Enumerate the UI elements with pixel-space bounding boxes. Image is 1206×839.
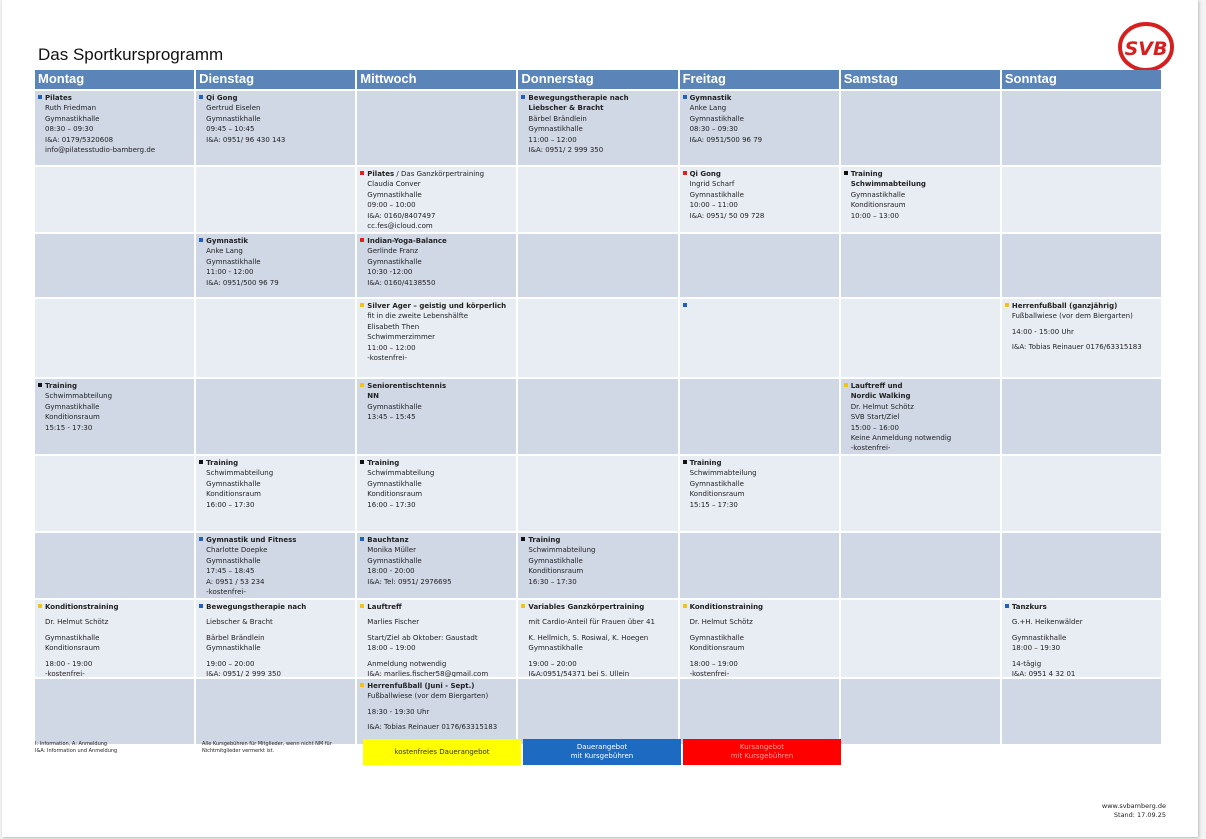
course-title xyxy=(38,93,191,103)
course-detail: 11:00 - 12:00 xyxy=(206,268,254,277)
category-marker-icon xyxy=(683,303,687,307)
course-title xyxy=(199,93,352,103)
course-detail: Gymnastikhalle xyxy=(850,190,906,199)
course-title xyxy=(521,93,674,103)
course-title-text: Lauftreff und xyxy=(850,382,903,390)
course-detail: Elisabeth Then xyxy=(367,322,420,331)
course-title-second-line: Nordic Walking xyxy=(850,392,911,401)
course-detail: A: 0951 / 53 234 xyxy=(206,577,265,586)
empty-cell xyxy=(1002,533,1161,598)
course-detail: Konditionsraum xyxy=(367,490,423,499)
course-entry xyxy=(357,456,516,531)
course-detail: I&A: 0160/4138550 xyxy=(367,278,436,287)
empty-cell xyxy=(357,91,516,165)
category-marker-icon xyxy=(1005,604,1009,608)
course-title-text: Training xyxy=(689,459,722,467)
day-header-mittwoch: Mittwoch xyxy=(357,70,516,89)
course-detail: I&A: 0951/ 2 999 350 xyxy=(206,670,281,677)
day-header-sonntag: Sonntag xyxy=(1002,70,1161,89)
course-title xyxy=(683,169,836,179)
empty-cell xyxy=(1002,379,1161,454)
course-title-text: Qi Gong xyxy=(206,94,238,102)
course-detail: Gertrud Eiselen xyxy=(206,104,261,113)
legend-abbreviations xyxy=(35,741,117,755)
course-entry xyxy=(196,234,355,297)
course-title xyxy=(521,602,674,612)
course-detail: Konditionsraum xyxy=(689,490,745,499)
course-entry xyxy=(357,600,516,677)
course-title-text: Gymnastik xyxy=(689,94,732,102)
course-title xyxy=(844,381,997,391)
course-title xyxy=(360,301,513,311)
footer xyxy=(1102,802,1166,820)
category-marker-icon xyxy=(521,537,525,541)
course-entry xyxy=(357,167,516,232)
empty-cell xyxy=(35,533,194,598)
course-detail: SVB Start/Ziel xyxy=(850,413,900,422)
course-detail: 08:30 – 09:30 xyxy=(45,125,94,134)
empty-cell xyxy=(35,456,194,531)
category-marker-icon xyxy=(521,604,525,608)
svg-text:SVB: SVB xyxy=(1124,38,1168,60)
course-detail: Anke Lang xyxy=(689,104,727,113)
course-detail: fit in die zweite Lebenshälfte xyxy=(367,312,469,321)
course-title-text: Training xyxy=(45,382,77,390)
course-title-text: Herrenfußball (ganzjährig) xyxy=(1011,302,1118,310)
empty-cell xyxy=(518,456,677,531)
course-detail: 15:00 – 16:00 xyxy=(850,423,899,432)
category-marker-icon xyxy=(683,604,687,608)
legend-free-permanent xyxy=(363,739,521,765)
course-detail: Gymnastikhalle xyxy=(528,125,583,134)
course-title xyxy=(199,458,352,468)
course-detail: Gymnastikhalle xyxy=(367,556,422,565)
course-detail: Gymnastikhalle xyxy=(45,402,100,411)
empty-cell xyxy=(841,600,1000,677)
course-detail: Ingrid Scharf xyxy=(689,180,735,189)
legend-fee-line: Nichtmitglieder vermerkt ist. xyxy=(202,748,275,754)
course-entry xyxy=(35,379,194,454)
course-detail: Dr. Helmut Schötz xyxy=(45,618,109,627)
course-entry xyxy=(196,91,355,165)
course-detail: mit Cardio-Anteil für Frauen über 41 xyxy=(528,618,655,627)
empty-cell xyxy=(1002,167,1161,232)
course-detail: 16:00 – 17:30 xyxy=(206,500,255,509)
empty-cell xyxy=(518,679,677,744)
legend-yellow-label: kostenfreies Dauerangebot xyxy=(394,747,490,756)
empty-cell xyxy=(680,379,839,454)
course-title-text: Training xyxy=(850,170,883,178)
course-title xyxy=(199,602,352,612)
course-detail: Schwimmabteilung xyxy=(367,469,435,478)
course-title-text: Tanzkurs xyxy=(1011,603,1047,611)
course-detail: Bärbel Brändlein xyxy=(528,114,587,123)
course-title-text: Gymnastik xyxy=(206,237,249,245)
legend-permanent-fee xyxy=(523,739,681,765)
category-marker-icon xyxy=(360,604,364,608)
course-detail: I&A: Tobias Reinauer 0176/63315183 xyxy=(1011,343,1142,352)
course-entry xyxy=(357,234,516,297)
course-entry xyxy=(518,91,677,165)
day-header-samstag: Samstag xyxy=(841,70,1000,89)
course-title xyxy=(360,381,513,391)
course-detail: Gymnastikhalle xyxy=(367,402,422,411)
course-detail: Gymnastikhalle xyxy=(367,190,422,199)
empty-cell xyxy=(680,234,839,297)
course-title-text: Training xyxy=(528,536,561,544)
empty-cell xyxy=(35,167,194,232)
course-entry xyxy=(196,600,355,677)
course-title xyxy=(360,681,513,691)
legend-abbrev-line: I: Information, A: Anmeldung xyxy=(35,741,108,747)
day-header-freitag: Freitag xyxy=(680,70,839,89)
course-entry xyxy=(680,91,839,165)
schedule-page xyxy=(2,0,1198,837)
category-marker-icon xyxy=(199,238,203,242)
course-detail: G.+H. Heikenwälder xyxy=(1011,618,1083,627)
course-detail: Gerlinde Franz xyxy=(367,247,418,256)
course-detail: -kostenfrei- xyxy=(367,354,407,363)
course-title-text: Herrenfußball (Juni - Sept.) xyxy=(367,682,475,690)
course-detail: Gymnastikhalle xyxy=(206,114,261,123)
empty-cell xyxy=(518,234,677,297)
legend-abbrev-line: I&A: Information und Anmeldung xyxy=(35,748,118,754)
course-detail: Keine Anmeldung notwendig xyxy=(850,434,952,443)
course-title-text: Lauftreff xyxy=(367,603,402,611)
category-marker-icon xyxy=(38,383,42,387)
course-entry xyxy=(196,533,355,598)
category-marker-icon xyxy=(360,238,364,242)
course-detail: 16:30 – 17:30 xyxy=(528,577,577,586)
course-detail: I&A: 0951/ 2 999 350 xyxy=(528,146,604,155)
course-title-text: Bewegungstherapie nach xyxy=(206,603,307,611)
course-detail: I&A: 0951 4 32 01 xyxy=(1011,670,1076,677)
category-marker-icon xyxy=(199,604,203,608)
course-detail: Dr. Helmut Schötz xyxy=(850,402,914,411)
course-detail: -kostenfrei- xyxy=(850,444,891,453)
course-detail: 16:00 – 17:30 xyxy=(367,500,416,509)
course-detail: Konditionsraum xyxy=(206,490,261,499)
course-entry xyxy=(1002,299,1161,377)
empty-cell xyxy=(841,679,1000,744)
course-title xyxy=(683,301,836,311)
course-detail: info@pilatesstudio-bamberg.de xyxy=(45,146,156,155)
course-title-text: Seniorentischtennis xyxy=(367,382,447,390)
course-detail: -kostenfrei- xyxy=(45,670,85,677)
course-title xyxy=(683,602,836,612)
course-title-text: Training xyxy=(367,459,400,467)
course-title-text: Bauchtanz xyxy=(367,536,409,544)
legend-fee-note xyxy=(202,741,332,755)
course-entry xyxy=(680,167,839,232)
category-marker-icon xyxy=(199,460,203,464)
course-detail: 18:30 - 19:30 Uhr xyxy=(367,707,430,716)
category-marker-icon xyxy=(360,303,364,307)
course-detail: I&A: Tobias Reinauer 0176/63315183 xyxy=(367,723,498,732)
category-marker-icon xyxy=(38,95,42,99)
course-title xyxy=(521,535,674,545)
course-detail: I&A: 0179/5320608 xyxy=(45,135,114,144)
course-detail: Gymnastikhalle xyxy=(528,556,583,565)
course-title-text: Variables Ganzkörpertraining xyxy=(528,603,645,611)
course-entry xyxy=(518,533,677,598)
course-title-suffix: / Das Ganzkörpertraining xyxy=(394,170,485,178)
course-entry xyxy=(518,600,677,677)
category-marker-icon xyxy=(521,95,525,99)
course-title-text: Konditionstraining xyxy=(689,603,764,611)
course-detail: Fußballwiese (vor dem Biergarten) xyxy=(367,692,489,701)
course-entry xyxy=(196,456,355,531)
empty-cell xyxy=(196,679,355,744)
empty-cell xyxy=(196,167,355,232)
legend-blue-label: Dauerangebot xyxy=(576,743,628,751)
footer-website: www.svbamberg.de xyxy=(1101,802,1166,810)
course-entry xyxy=(680,600,839,677)
course-detail: 09:00 – 10:00 xyxy=(367,201,416,210)
course-title xyxy=(683,93,836,103)
course-detail: Schwimmabteilung xyxy=(206,469,274,478)
empty-cell xyxy=(1002,234,1161,297)
course-detail: I&A: 0160/8407497 xyxy=(367,211,436,220)
legend-blue-label: mit Kursgebühren xyxy=(570,752,634,760)
category-marker-icon xyxy=(38,604,42,608)
course-detail: Schwimmabteilung xyxy=(689,469,757,478)
category-marker-icon xyxy=(360,683,364,687)
course-entry xyxy=(35,91,194,165)
course-entry xyxy=(841,167,1000,232)
course-detail: Gymnastikhalle xyxy=(206,257,261,266)
course-detail: Fußballwiese (vor dem Biergarten) xyxy=(1011,312,1133,321)
course-detail: Gymnastikhalle xyxy=(45,114,100,123)
course-detail: I&A:0951/54371 bei S. Ullein xyxy=(528,670,630,677)
course-detail: Gymnastikhalle xyxy=(45,633,100,642)
course-detail: 18:00 - 19:00 xyxy=(45,659,93,668)
course-detail: I&A: 0951/500 96 79 xyxy=(689,135,763,144)
course-detail: Start/Ziel ab Oktober: Gaustadt xyxy=(367,633,478,642)
empty-cell xyxy=(841,533,1000,598)
course-detail: Anmeldung notwendig xyxy=(367,659,447,668)
course-detail: Gymnastikhalle xyxy=(206,556,261,565)
category-marker-icon xyxy=(360,460,364,464)
course-detail: Gymnastikhalle xyxy=(367,257,422,266)
course-detail: 14:00 - 15:00 Uhr xyxy=(1011,327,1074,336)
course-detail: 19:00 – 20:00 xyxy=(528,659,577,668)
course-detail: Gymnastikhalle xyxy=(689,114,744,123)
empty-cell xyxy=(680,679,839,744)
empty-cell xyxy=(841,299,1000,377)
course-detail: I&A: 0951/ 96 430 143 xyxy=(206,135,286,144)
course-detail: 15:15 - 17:30 xyxy=(45,423,93,432)
course-detail: K. Hellmich, S. Rosiwal, K. Hoegen xyxy=(528,633,649,642)
course-detail: 10:00 – 11:00 xyxy=(689,201,738,210)
course-entry xyxy=(680,299,839,377)
course-detail: Konditionsraum xyxy=(45,644,100,653)
course-detail: 19:00 – 20:00 xyxy=(206,659,255,668)
course-title xyxy=(1005,301,1158,311)
course-detail: 18:00 – 19:30 xyxy=(1011,644,1061,653)
empty-cell xyxy=(841,91,1000,165)
category-marker-icon xyxy=(360,537,364,541)
course-detail: 11:00 – 12:00 xyxy=(528,135,577,144)
course-detail: Liebscher & Bracht xyxy=(206,618,273,627)
course-detail: I&A: 0951/ 50 09 728 xyxy=(689,211,765,220)
course-detail: Schwimmerzimmer xyxy=(367,333,435,342)
empty-cell xyxy=(1002,91,1161,165)
course-title-text: Qi Gong xyxy=(689,170,721,178)
course-entry xyxy=(1002,600,1161,677)
course-title xyxy=(199,535,352,545)
course-detail: 14-tägig xyxy=(1011,659,1042,668)
course-detail: Dr. Helmut Schötz xyxy=(689,618,753,627)
course-detail: Gymnastikhalle xyxy=(367,479,422,488)
course-detail: 18:00 – 19:00 xyxy=(689,659,738,668)
empty-cell xyxy=(35,234,194,297)
course-title-text: Indian-Yoga-Balance xyxy=(367,237,447,245)
course-title-text: Konditionstraining xyxy=(45,603,119,611)
course-detail: 17:45 – 18:45 xyxy=(206,567,255,576)
empty-cell xyxy=(518,299,677,377)
course-detail: Charlotte Doepke xyxy=(206,546,268,555)
empty-cell xyxy=(196,299,355,377)
course-detail: 11:00 – 12:00 xyxy=(367,343,416,352)
course-detail: Gymnastikhalle xyxy=(528,644,583,653)
category-marker-icon xyxy=(844,171,848,175)
course-title-text: Gymnastik und Fitness xyxy=(206,536,297,544)
day-header-montag: Montag xyxy=(35,70,194,89)
course-detail: Anke Lang xyxy=(206,247,243,256)
empty-cell xyxy=(680,533,839,598)
course-detail: -kostenfrei- xyxy=(689,670,730,677)
course-detail: I&A: 0951/500 96 79 xyxy=(206,278,279,287)
empty-cell xyxy=(518,167,677,232)
course-detail: Gymnastikhalle xyxy=(1011,633,1067,642)
empty-cell xyxy=(841,456,1000,531)
course-title xyxy=(844,169,997,179)
category-marker-icon xyxy=(199,537,203,541)
course-detail: Konditionsraum xyxy=(689,644,745,653)
category-marker-icon xyxy=(683,460,687,464)
course-title-second-line: Schwimmabteilung xyxy=(850,180,926,189)
category-marker-icon xyxy=(683,171,687,175)
course-detail: Marlies Fischer xyxy=(367,618,420,627)
course-detail: Konditionsraum xyxy=(850,201,906,210)
course-title-text: Pilates xyxy=(45,94,72,102)
course-detail: 18:00 – 19:00 xyxy=(367,644,416,653)
course-detail: 13:45 – 15:45 xyxy=(367,413,416,422)
course-detail: Monika Müller xyxy=(367,546,416,555)
course-detail: Gymnastikhalle xyxy=(689,190,744,199)
category-marker-icon xyxy=(683,95,687,99)
course-detail: I&A: Tel: 0951/ 2976695 xyxy=(367,577,452,586)
course-detail: I&A: marlies.fischer58@gmail.com xyxy=(367,670,489,677)
course-entry xyxy=(357,379,516,454)
schedule-grid xyxy=(35,70,1161,732)
course-detail: Konditionsraum xyxy=(528,567,584,576)
course-title-text: Training xyxy=(206,459,239,467)
empty-cell xyxy=(35,679,194,744)
course-detail: 08:30 – 09:30 xyxy=(689,125,738,134)
course-title xyxy=(199,236,352,246)
course-entry xyxy=(357,533,516,598)
course-title xyxy=(1005,602,1158,612)
empty-cell xyxy=(1002,456,1161,531)
course-title-text: Silver Ager – geistig und körperlich xyxy=(367,302,507,310)
course-detail: Claudia Conver xyxy=(367,180,421,189)
course-entry xyxy=(841,379,1000,454)
course-title xyxy=(38,381,191,391)
empty-cell xyxy=(518,379,677,454)
course-detail: -kostenfrei- xyxy=(206,588,246,597)
course-detail: Gymnastikhalle xyxy=(689,479,744,488)
course-title xyxy=(360,535,513,545)
course-detail: 10:30 -12:00 xyxy=(367,268,413,277)
course-title xyxy=(360,236,513,246)
empty-cell xyxy=(196,379,355,454)
course-title-text: Bewegungstherapie nach xyxy=(528,94,629,102)
course-title xyxy=(683,458,836,468)
course-detail: Bärbel Brändlein xyxy=(206,633,265,642)
course-detail: 10:00 – 13:00 xyxy=(850,211,899,220)
course-entry xyxy=(357,679,516,744)
course-detail: Schwimmabteilung xyxy=(528,546,596,555)
course-title xyxy=(360,458,513,468)
empty-cell xyxy=(1002,679,1161,744)
course-entry xyxy=(680,456,839,531)
course-title-second-line: Liebscher & Bracht xyxy=(528,104,604,113)
day-header-dienstag: Dienstag xyxy=(196,70,355,89)
course-detail: cc.fes@icloud.com xyxy=(367,222,433,231)
legend-course-fee xyxy=(683,739,841,765)
legend-red-label: mit Kursgebühren xyxy=(730,752,794,760)
course-detail: Schwimmabteilung xyxy=(45,392,113,401)
course-entry xyxy=(357,299,516,377)
course-title xyxy=(360,602,513,612)
course-detail: 09:45 – 10:45 xyxy=(206,125,255,134)
course-detail: Gymnastikhalle xyxy=(689,633,744,642)
footer-date: Stand: 17.09.25 xyxy=(1113,811,1166,819)
course-title xyxy=(360,169,513,179)
category-marker-icon xyxy=(360,171,364,175)
empty-cell xyxy=(35,299,194,377)
course-title-text: Pilates xyxy=(367,170,395,178)
category-marker-icon xyxy=(844,383,848,387)
course-detail: 18:00 - 20:00 xyxy=(367,567,415,576)
category-marker-icon xyxy=(360,383,364,387)
category-marker-icon xyxy=(199,95,203,99)
legend-fee-line: Alle Kursgebühren für Mitglieder, wenn nicht NM für xyxy=(202,741,332,747)
course-detail: Konditionsraum xyxy=(45,413,100,422)
svb-logo xyxy=(1118,22,1174,72)
course-detail: Gymnastikhalle xyxy=(206,644,261,653)
day-header-donnerstag: Donnerstag xyxy=(518,70,677,89)
course-detail: Ruth Friedman xyxy=(45,104,97,113)
legend-red-label: Kursangebot xyxy=(739,743,785,751)
course-title-second-line: NN xyxy=(367,392,379,401)
course-detail: 15:15 – 17:30 xyxy=(689,500,738,509)
page-title: Das Sportkursprogramm xyxy=(38,45,224,64)
course-title xyxy=(38,602,191,612)
empty-cell xyxy=(841,234,1000,297)
course-entry xyxy=(35,600,194,677)
course-detail: Gymnastikhalle xyxy=(206,479,261,488)
category-marker-icon xyxy=(1005,303,1009,307)
